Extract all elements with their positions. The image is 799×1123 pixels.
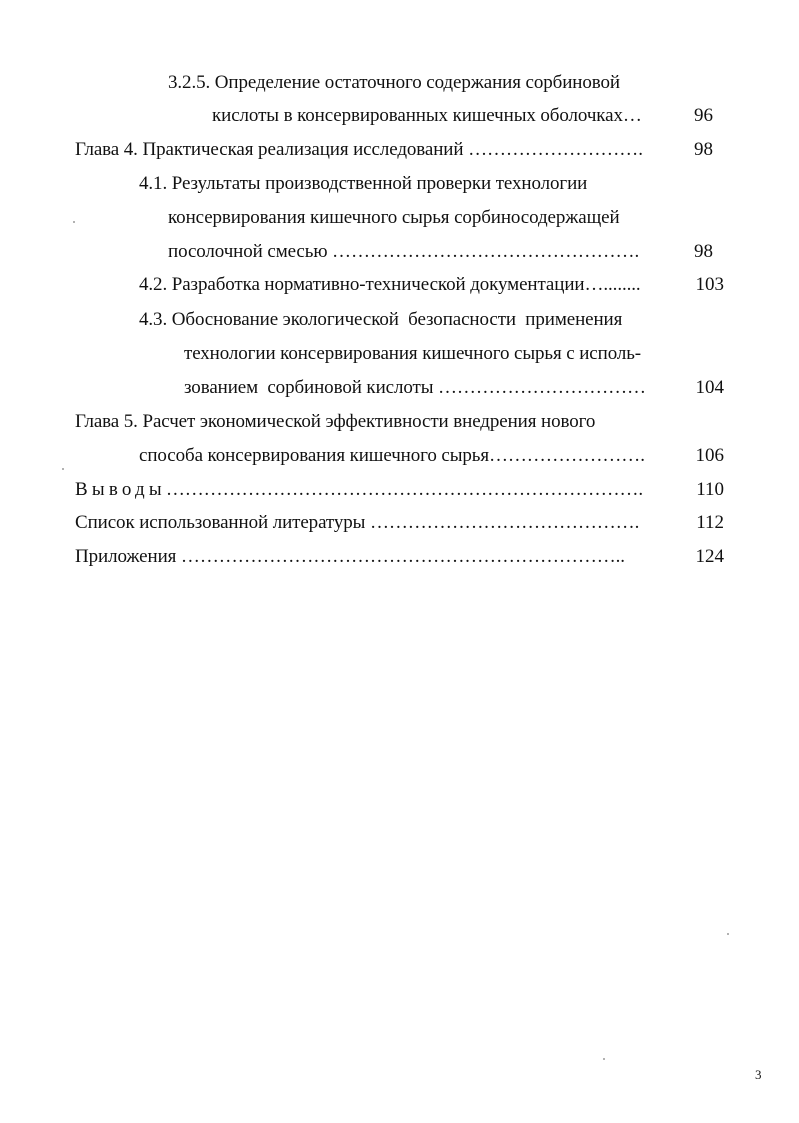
toc-chapter-4-title: Глава 4. Практическая реализация исследований ………………………. bbox=[75, 139, 643, 160]
toc-entry-4-1-line-1: 4.1. Результаты производственной проверки технологии bbox=[139, 173, 588, 194]
toc-conclusions bbox=[75, 478, 643, 502]
scan-speck bbox=[73, 221, 75, 223]
toc-chapter-5-page: 106 bbox=[695, 445, 724, 466]
toc-entry-3-2-5-line-2: кислоты в консервированных кишечных оболочках… bbox=[212, 105, 642, 126]
toc-entry-3-2-5-page: 96 bbox=[694, 105, 713, 126]
toc-conclusions-page: 110 bbox=[696, 479, 724, 500]
toc-entry-4-2-title: 4.2. Разработка нормативно-технической документации…........ bbox=[139, 274, 641, 295]
toc-entry-4-3-page: 104 bbox=[695, 377, 724, 398]
toc-entry-4-1-line-2: консервирования кишечного сырья сорбиносодержащей bbox=[168, 207, 620, 228]
toc-entry-4-2-page: 103 bbox=[695, 274, 724, 295]
toc-conclusions-leader: …………………………………………………………………. bbox=[165, 479, 644, 500]
toc-entry-4-3-line-3: зованием сорбиновой кислоты …………………………… bbox=[184, 377, 646, 398]
toc-chapter-5-line-2: способа консервирования кишечного сырья……………………. bbox=[139, 445, 645, 466]
scan-speck bbox=[603, 1058, 605, 1060]
toc-chapter-4-page: 98 bbox=[694, 139, 713, 160]
toc-chapter-5-line-1: Глава 5. Расчет экономической эффективности внедрения нового bbox=[75, 411, 596, 432]
toc-references-page: 112 bbox=[696, 512, 724, 533]
scan-speck bbox=[62, 468, 64, 470]
toc-entry-3-2-5-line-1: 3.2.5. Определение остаточного содержания сорбиновой bbox=[168, 72, 620, 93]
toc-references: Список использованной литературы ……………………………………. bbox=[75, 512, 640, 533]
toc-entry-4-1-page: 98 bbox=[694, 241, 713, 262]
toc-entry-4-3-line-1: 4.3. Обоснование экологической безопасности применения bbox=[139, 309, 623, 330]
toc-appendices-page: 124 bbox=[695, 546, 724, 567]
page-number: 3 bbox=[755, 1067, 762, 1082]
toc-appendices: Приложения …………………………………………………………….. bbox=[75, 546, 625, 567]
scan-speck bbox=[727, 933, 729, 935]
toc-entry-4-1-line-3: посолочной смесью …………………………………………. bbox=[168, 241, 640, 262]
toc-entry-4-3-line-2: технологии консервирования кишечного сырья с исполь- bbox=[184, 343, 642, 364]
toc-conclusions-label: Выводы bbox=[75, 479, 166, 500]
